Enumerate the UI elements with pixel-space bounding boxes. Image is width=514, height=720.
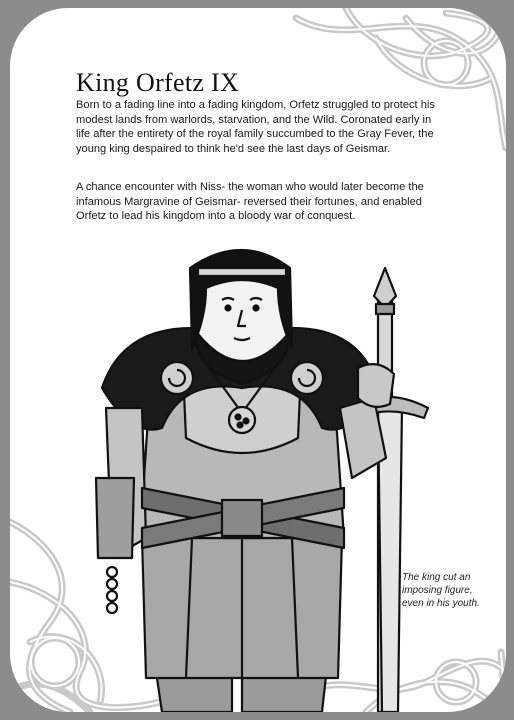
encounter-paragraph: A chance encounter with Niss- the woman who would later become the infamous Margravine of Geismar- reversed their fortunes, and enabled Orfetz to lead his kingdom into a bloody war of conquest. <box>76 181 424 223</box>
intro-paragraph: Born to a fading line into a fading kingdom, Orfetz struggled to protect his modest lands from warlords, starvation, and the Wild. Coronated early in life after the entirety of the royal family succumbed to the Gray Fever, the young king despaired to think he'd see the last days of Geismar. <box>76 99 435 155</box>
king-portrait-illustration <box>82 238 442 712</box>
page-title: King Orfetz IX <box>76 68 240 97</box>
illustration-caption: The king cut an imposing figure, even in his youth. <box>402 572 480 609</box>
page-card <box>10 8 506 712</box>
